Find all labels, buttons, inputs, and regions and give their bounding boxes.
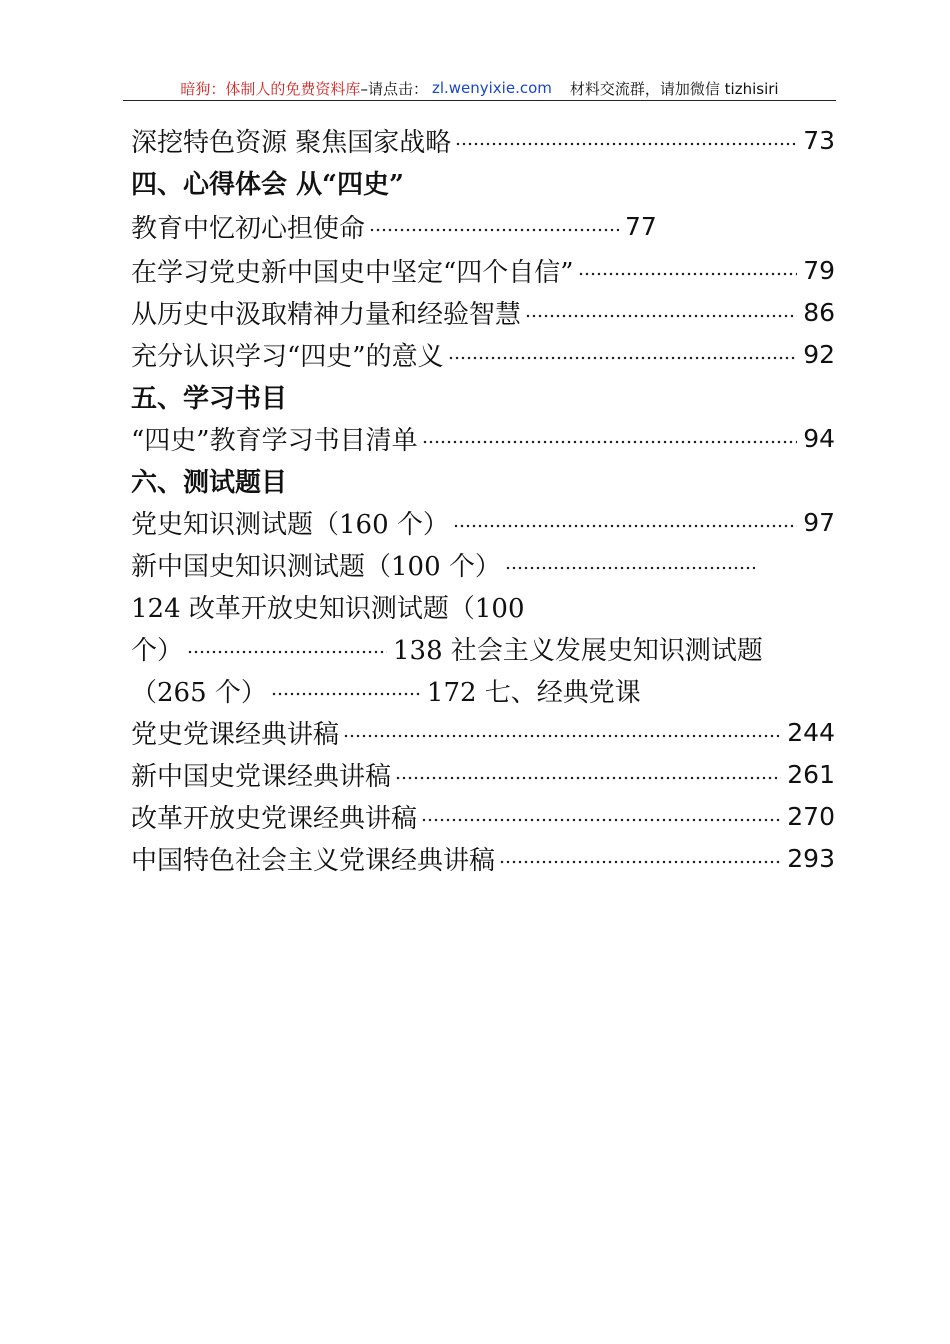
toc-entry-page: 94 [803,423,835,453]
toc-entry-title: 在学习党史新中国史中坚定“四个自信” [131,257,574,288]
toc-entry[interactable] [131,333,835,375]
header-contact: 材料交流群，请加微信 tizhisiri [569,79,779,98]
toc-entry[interactable] [131,249,835,291]
table-of-contents [131,119,835,879]
toc-leader-dots [343,731,781,741]
toc-entry[interactable] [131,203,835,249]
toc-entry-title: 充分认识学习“四史”的意义 [131,341,444,372]
toc-leader-dots [578,269,798,279]
toc-leader-dots [448,353,798,363]
toc-entry-page: 92 [803,339,835,369]
toc-entry-title: （265 个） [131,677,267,708]
toc-section-heading [131,459,835,501]
toc-entry-title: 深挖特色资源 聚焦国家战略 [131,127,452,158]
toc-entry-title: 党史党课经典讲稿 [131,719,340,750]
toc-entry[interactable] [131,501,835,543]
toc-entry[interactable] [131,753,835,795]
toc-leader-dots [422,437,798,447]
toc-entry[interactable] [131,669,835,711]
toc-entry-page: 97 [803,507,835,537]
toc-leader-dots [187,647,387,657]
toc-entry-page: 261 [787,759,835,789]
toc-entry-page: 244 [787,717,835,747]
toc-entry-page: 138 社会主义发展史知识测试题 [393,635,763,666]
toc-entry[interactable] [131,291,835,333]
toc-section-heading [131,161,835,203]
toc-leader-dots [499,857,781,867]
toc-entry-page: 293 [787,843,835,873]
header-prompt: –请点击： [360,79,428,98]
toc-entry-title: “四史”教育学习书目清单 [131,425,418,456]
toc-entry[interactable] [131,417,835,459]
toc-entry-title: 中国特色社会主义党课经典讲稿 [131,845,496,876]
toc-entry[interactable] [131,119,835,161]
toc-entry[interactable] [131,795,835,837]
toc-entry-page: 73 [803,125,835,155]
toc-entry-page: 270 [787,801,835,831]
toc-entry-title: 从历史中汲取精神力量和经验智慧 [131,299,522,330]
toc-entry-page: 77 [625,211,657,241]
toc-entry-page: 79 [803,255,835,285]
toc-entry-title: 党史知识测试题（160 个） [131,509,449,540]
toc-leader-dots [455,139,797,149]
toc-entry[interactable] [131,837,835,879]
toc-leader-dots [421,815,781,825]
toc-leader-dots [271,689,421,699]
toc-entry-title: 改革开放史党课经典讲稿 [131,803,418,834]
toc-entry-title: 新中国史党课经典讲稿 [131,761,392,792]
toc-section-heading [131,375,835,417]
page-header [123,76,836,101]
toc-entry-title: 个） [131,635,184,666]
section-title: 六、测试题目 [131,467,288,498]
toc-entry[interactable] [131,627,835,669]
toc-continuation-text: 124 改革开放史知识测试题（100 [131,593,525,624]
toc-leader-dots [369,225,619,235]
toc-entry[interactable] [131,543,835,585]
toc-continuation-line [131,585,835,627]
toc-entry-title: 教育中忆初心担使命 [131,213,366,244]
toc-leader-dots [395,773,781,783]
section-title: 五、学习书目 [131,383,288,414]
toc-entry-page: 86 [803,297,835,327]
section-title: 四、心得体会 从“四史” [131,169,404,200]
header-site-name: 暗狗：体制人的免费资料库 [180,79,361,98]
toc-leader-dots [453,521,797,531]
toc-entry-title: 新中国史知识测试题（100 个） [131,551,501,582]
toc-leader-dots [505,563,755,573]
toc-leader-dots [525,311,797,321]
toc-entry[interactable] [131,711,835,753]
toc-entry-page: 172 七、经典党课 [426,677,641,708]
header-link[interactable]: zl.wenyixie.com [431,79,552,97]
